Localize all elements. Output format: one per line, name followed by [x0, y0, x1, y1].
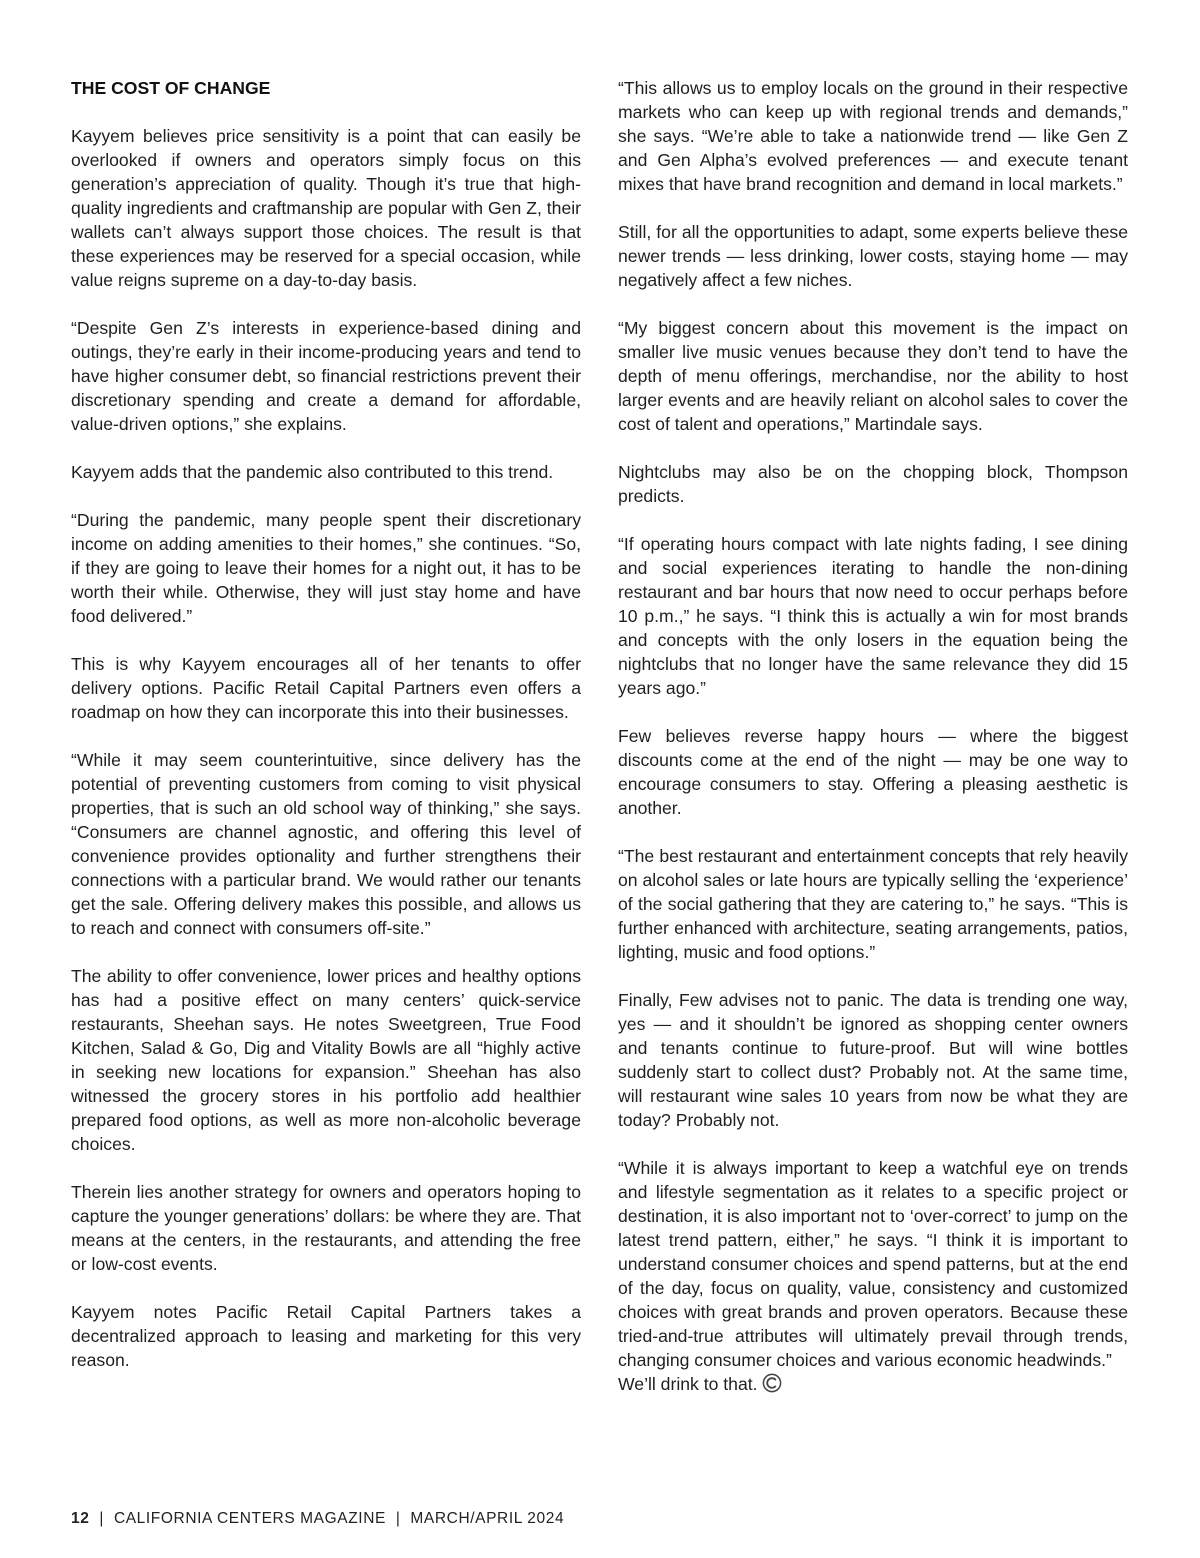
closing-line: We’ll drink to that. — [618, 1374, 758, 1394]
magazine-name: CALIFORNIA CENTERS MAGAZINE — [113, 1510, 386, 1527]
article-paragraph: “During the pandemic, many people spent their discretionary income on adding amenities to their homes,” she continues. “So, if they are going to leave their homes for a night out, it has to be worth their while. Otherwise, they will just stay home and have food delivered.” — [71, 510, 581, 626]
section-heading: THE COST OF CHANGE — [71, 78, 271, 98]
article-paragraph: Therein lies another strategy for owners and operators hoping to capture the younger generations’ dollars: be where they are. That means at the centers, in the restaurants, and attending the free or low-cost events. — [71, 1182, 581, 1274]
article-paragraph: “The best restaurant and entertainment concepts that rely heavily on alcohol sales or late hours are typically selling the ‘experience’ of the social gathering that they are catering to,” he says. “This is further enhanced with architecture, seating arrangements, patios, lighting, music and food options.” — [618, 846, 1128, 962]
article-paragraph: “My biggest concern about this movement is the impact on smaller live music venues because they don’t tend to have the depth of menu offerings, merchandise, nor the ability to host larger events and are heavily reliant on alcohol sales to cover the cost of talent and operations,” Martindale says. — [618, 318, 1128, 434]
article-paragraph: “If operating hours compact with late nights fading, I see dining and social experiences iterating to handle the non-dining restaurant and bar hours that now need to occur perhaps before 10 p.m.,” he says. “I think this is actually a win for most brands and concepts with the only losers in the equation being the nightclubs that no longer have the same relevance they did 15 years ago.” — [618, 534, 1128, 698]
article-paragraph: “Despite Gen Z’s interests in experience-based dining and outings, they’re early in their income-producing years and tend to have higher consumer debt, so financial restrictions prevent their discretionary spending and create a demand for affordable, value-driven options,” she explains. — [71, 318, 581, 434]
article-paragraph: Finally, Few advises not to panic. The data is trending one way, yes — and it shouldn’t be ignored as shopping center owners and tenants continue to future-proof. But will wine bottles suddenly start to collect dust? Probably not. At the same time, will restaurant wine sales 10 years from now be what they are today? Probably not. — [618, 990, 1128, 1130]
article-paragraph: “This allows us to employ locals on the ground in their respective markets who can keep up with regional trends and demands,” she says. “We’re able to take a nationwide trend — like Gen Z and Gen Alpha’s evolved preferences — and execute tenant mixes that have brand recognition and demand in local markets.” — [618, 78, 1128, 194]
footer-separator: | — [395, 1510, 401, 1527]
article-paragraph: This is why Kayyem encourages all of her tenants to offer delivery options. Pacific Retail Capital Partners even offers a roadmap on how they can incorporate this into their businesses. — [71, 654, 581, 722]
article-paragraph: Few believes reverse happy hours — where the biggest discounts come at the end of the night — may be one way to encourage consumers to stay. Offering a pleasing aesthetic is another. — [618, 726, 1128, 818]
article-paragraph: Nightclubs may also be on the chopping block, Thompson predicts. — [618, 462, 1128, 506]
article-paragraph: The ability to offer convenience, lower prices and healthy options has had a positive effect on many centers’ quick-service restaurants, Sheehan says. He notes Sweetgreen, True Food Kitchen, Salad & Go, Dig and Vitality Bowls are all “highly active in seeking new locations for expansion.” Sheehan has also witnessed the grocery stores in his portfolio add healthier prepared food options, as well as more non-alcoholic beverage choices. — [71, 966, 581, 1154]
closing-line-wrapper — [618, 1372, 1128, 1396]
page-number: 12 — [71, 1510, 90, 1527]
article-left-column — [71, 76, 581, 1372]
article-paragraph: Kayyem notes Pacific Retail Capital Partners takes a decentralized approach to leasing and marketing for this very reason. — [71, 1302, 581, 1370]
article-paragraph: Kayyem believes price sensitivity is a point that can easily be overlooked if owners and operators simply focus on this generation’s appreciation of quality. Though it’s true that high-quality ingredients and craftmanship are popular with Gen Z, their wallets can’t always support those choices. The result is that these experiences may be reserved for a special occasion, while value reigns supreme on a day-to-day basis. — [71, 126, 581, 290]
article-paragraph: Kayyem adds that the pandemic also contributed to this trend. — [71, 462, 554, 482]
article-paragraph: “While it may seem counterintuitive, since delivery has the potential of preventing customers from coming to visit physical properties, that is such an old school way of thinking,” she says. “Consumers are channel agnostic, and offering this level of convenience provides optionality and further strengthens their connections with a particular brand. We would rather our tenants get the sale. Offering delivery makes this possible, and allows us to reach and connect with consumers off-site.” — [71, 750, 581, 938]
article-paragraph: Still, for all the opportunities to adapt, some experts believe these newer trends — less drinking, lower costs, staying home — may negatively affect a few niches. — [618, 222, 1128, 290]
issue-date: MARCH/APRIL 2024 — [410, 1510, 565, 1527]
article-paragraph: “While it is always important to keep a watchful eye on trends and lifestyle segmentation as it relates to a specific project or destination, it is also important not to ‘over-correct’ to jump on the latest trend pattern, either,” he says. “I think it is important to understand consumer choices and spend patterns, but at the end of the day, focus on quality, value, consistency and customized choices with great brands and proven operators. Because these tried-and-true attributes will ultimately prevail through trends, changing consumer choices and various economic headwinds.” — [618, 1158, 1128, 1370]
page-footer — [71, 1510, 564, 1528]
article-right-column — [618, 76, 1128, 1396]
cc-end-mark-icon — [762, 1373, 782, 1393]
footer-separator: | — [99, 1510, 105, 1527]
